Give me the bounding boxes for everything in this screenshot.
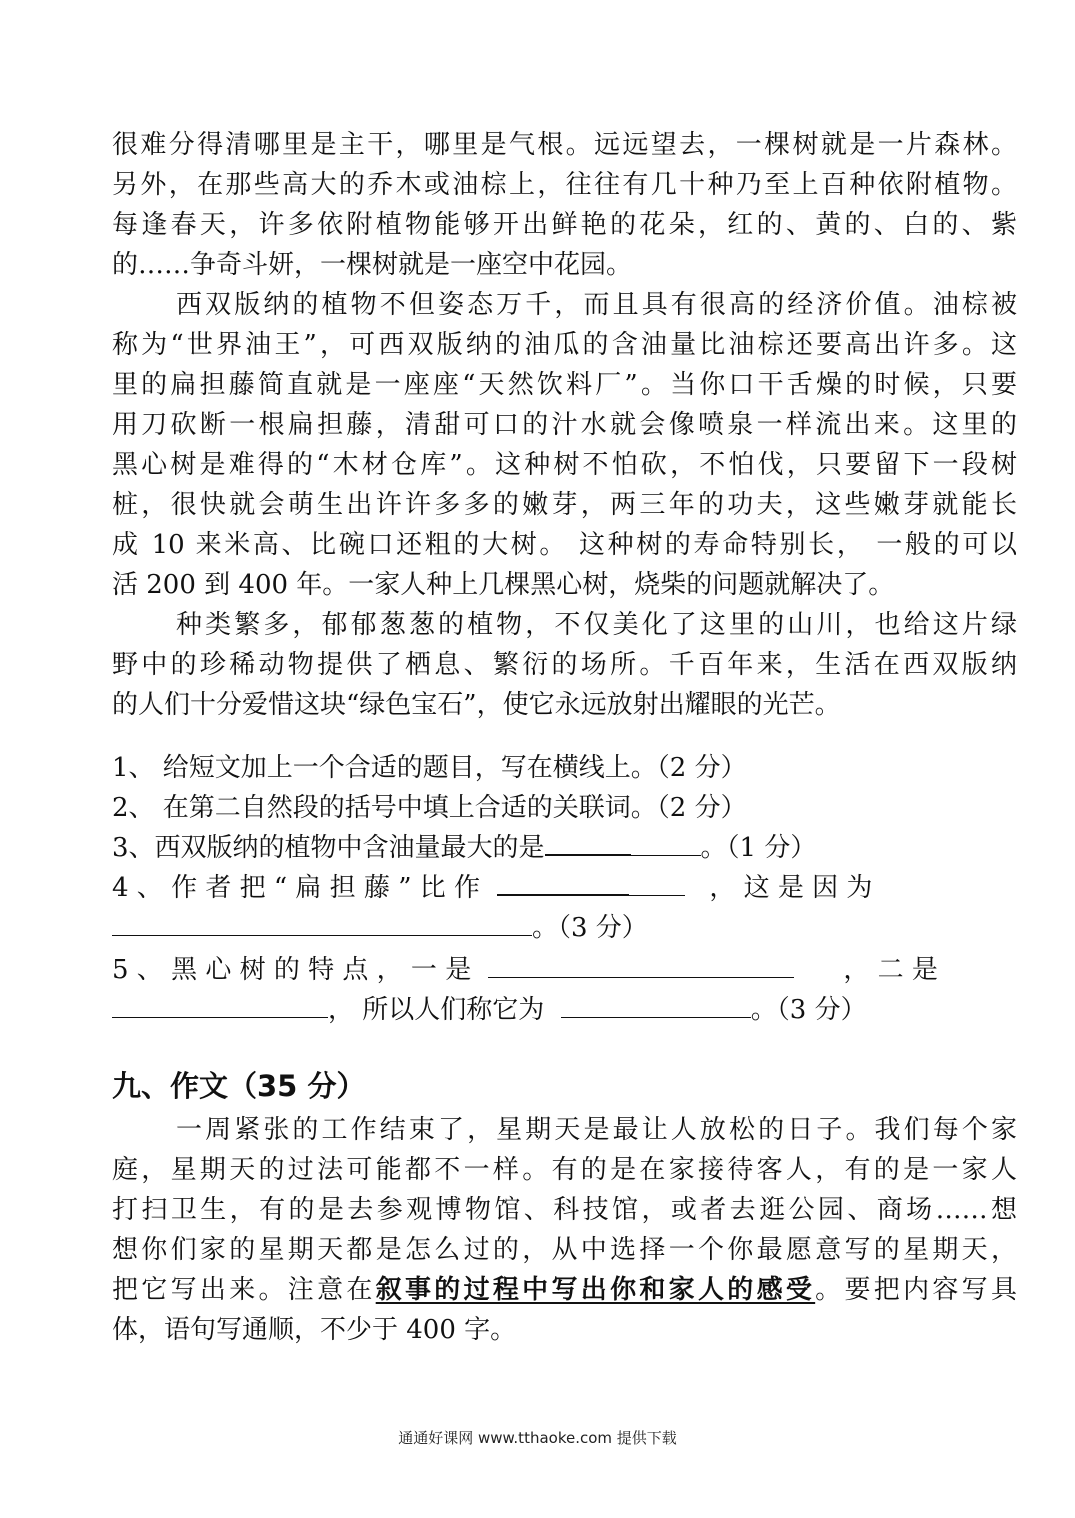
passage-line: 野中的珍稀动物提供了栖息、繁衍的场所。千百年来，生活在西双版纳 — [112, 650, 1017, 680]
question-4-line-2 — [112, 908, 1017, 948]
composition-line: 体，语句写通顺，不少于 400 字。 — [112, 1315, 517, 1345]
composition-line: 一周紧张的工作结束了，星期天是最让人放松的日子。我们每个家 — [176, 1115, 1017, 1145]
passage-line: 很难分得清哪里是主干，哪里是气根。远远望去，一棵树就是一片森林。 — [112, 130, 1017, 160]
question-4-text: 4 、 作 者 把 “ 扁 担 藤 ” 比 作 — [112, 873, 481, 903]
composition-heading: 九、作文（35 分） — [112, 1069, 366, 1103]
question-3-score: 。（1 分） — [700, 833, 817, 863]
question-4 — [112, 868, 1017, 908]
question-1: 1、 给短文加上一个合适的题目，写在横线上。（2 分） — [112, 753, 747, 783]
passage-line: 里的扁担藤简直就是一座座“天然饮料厂”。当你口干舌燥的时候，只要 — [112, 370, 1017, 400]
question-list — [112, 748, 1017, 1030]
question-2: 2、 在第二自然段的括号中填上合适的关联词。（2 分） — [112, 793, 747, 823]
passage-line: 另外，在那些高大的乔木或油棕上，往往有几十种乃至上百种依附植物。 — [112, 170, 1017, 200]
composition-line-5-end: 。要把内容写具 — [815, 1275, 1017, 1305]
passage-line: 黑心树是难得的“木材仓库”。这种树不怕砍，不怕伐，只要留下一段树 — [112, 450, 1017, 480]
question-4-answer-blank-1-extension[interactable] — [629, 871, 685, 896]
passage-line: 种类繁多，郁郁葱葱的植物，不仅美化了这里的山川，也给这片绿 — [176, 610, 1017, 640]
passage-line: 的人们十分爱惜这块“绿色宝石”，使它永远放射出耀眼的光芒。 — [112, 690, 841, 720]
page-footer: 通通好课网 www.tthaoke.com 提供下载 — [398, 1429, 677, 1447]
question-5-answer-blank-3[interactable] — [561, 993, 751, 1018]
question-3 — [112, 828, 1017, 868]
composition-line: 打扫卫生，有的是去参观博物馆、科技馆，或者去逛公园、商场……想 — [112, 1195, 1017, 1225]
composition-line: 想你们家的星期天都是怎么过的，从中选择一个你最愿意写的星期天， — [112, 1235, 1017, 1265]
passage-line: 称为“世界油王”，可西双版纳的油瓜的含油量比油棕还要高出许多。这 — [112, 330, 1017, 360]
question-5-line-2 — [112, 990, 1017, 1030]
passage-line: 西双版纳的植物不但姿态万千，而且具有很高的经济价值。油棕被 — [176, 290, 1017, 320]
composition-prompt — [112, 1110, 1017, 1350]
passage-line: 桩，很快就会萌生出许许多多的嫩芽，两三年的功夫，这些嫩芽就能长 — [112, 490, 1017, 520]
composition-line — [112, 1270, 1017, 1310]
composition-line: 庭，星期天的过法可能都不一样。有的是在家接待客人，有的是一家人 — [112, 1155, 1017, 1185]
question-5 — [112, 950, 1017, 990]
question-4-answer-blank-2[interactable] — [112, 911, 532, 936]
question-5-text: 5 、 黑 心 树 的 特 点 ， 一 是 — [112, 955, 472, 985]
question-3-text: 3、西双版纳的植物中含油量最大的是 — [112, 833, 545, 863]
composition-emphasis: 叙事的过程中写出你和家人的感受 — [375, 1275, 816, 1305]
question-4-answer-blank-1[interactable] — [497, 870, 629, 896]
question-4-score: 。（3 分） — [532, 913, 648, 943]
question-3-answer-blank[interactable] — [545, 830, 631, 856]
question-5-text-middle: ， 二 是 — [843, 955, 938, 985]
question-3-answer-blank-extension[interactable] — [631, 831, 701, 856]
passage-line: 活 200 到 400 年。一家人种上几棵黑心树，烧柴的问题就解决了。 — [112, 570, 895, 600]
passage-line: 成 10 来米高、比碗口还粗的大树。 这种树的寿命特别长， 一般的可以 — [112, 530, 1017, 560]
question-5-text-line-2: ， 所以人们称它为 — [328, 995, 545, 1025]
question-4-text-middle: ， 这 是 因 为 — [709, 873, 873, 903]
passage-line: 的……争奇斗妍，一棵树就是一座空中花园。 — [112, 250, 633, 280]
passage-line: 每逢春天，许多依附植物能够开出鲜艳的花朵，红的、黄的、白的、紫 — [112, 210, 1017, 240]
question-5-score: 。（3 分） — [750, 995, 867, 1025]
composition-line-5-start: 把它写出来。注意在 — [112, 1275, 376, 1305]
passage-line: 用刀砍断一根扁担藤，清甜可口的汁水就会像喷泉一样流出来。这里的 — [112, 410, 1017, 440]
question-5-answer-blank-1[interactable] — [488, 953, 794, 978]
question-5-answer-blank-2[interactable] — [112, 993, 328, 1018]
reading-passage — [112, 125, 1017, 725]
